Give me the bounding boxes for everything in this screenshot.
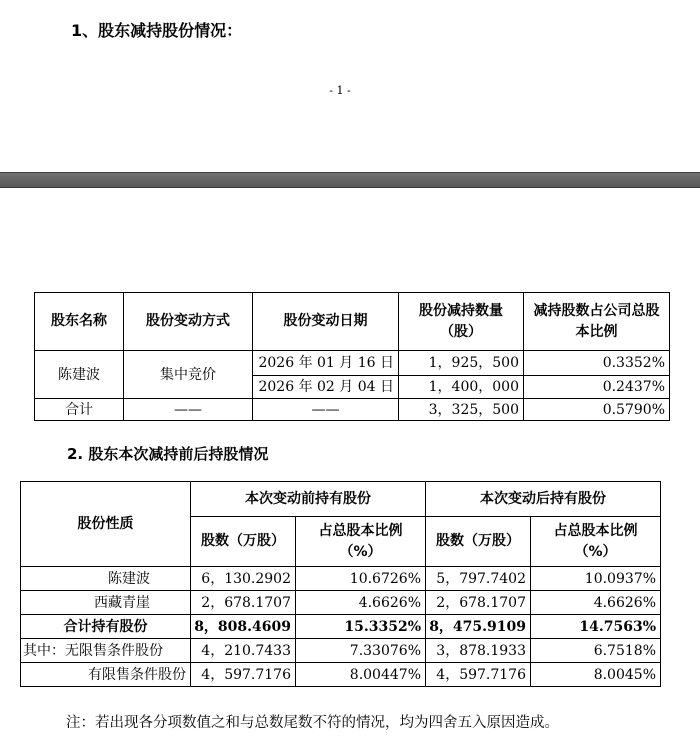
before-shares: 2，678.1707 bbox=[191, 591, 296, 615]
section-2-title: 2. 股东本次减持前后持股情况 bbox=[67, 445, 269, 463]
shareholder-name: 陈建波 bbox=[35, 351, 124, 399]
header-after-shares: 股数（万股） bbox=[426, 517, 531, 567]
footnote: 注：若出现各分项数值之和与总数尾数不符的情况，均为四舍五入原因造成。 bbox=[66, 715, 559, 731]
holding-table bbox=[20, 481, 661, 687]
table-row-total bbox=[21, 615, 661, 639]
header-reduction-pct: 减持股数占公司总股本比例 bbox=[524, 293, 670, 351]
header-share-nature: 股份性质 bbox=[21, 482, 191, 567]
header-change-date: 股份变动日期 bbox=[253, 293, 399, 351]
after-shares: 8，475.9109 bbox=[426, 615, 531, 639]
header-before-shares: 股数（万股） bbox=[191, 517, 296, 567]
page-divider bbox=[0, 172, 700, 188]
after-shares: 2，678.1707 bbox=[426, 591, 531, 615]
after-shares: 5，797.7402 bbox=[426, 567, 531, 591]
header-after-change: 本次变动后持有股份 bbox=[426, 482, 661, 517]
header-before-change: 本次变动前持有股份 bbox=[191, 482, 426, 517]
before-pct: 4.6626% bbox=[296, 591, 426, 615]
row-label: 西藏青崖 bbox=[21, 591, 191, 615]
page-number: - 1 - bbox=[329, 84, 351, 97]
after-shares: 3，878.1933 bbox=[426, 639, 531, 663]
row-label: 陈建波 bbox=[21, 567, 191, 591]
after-pct: 10.0937% bbox=[531, 567, 661, 591]
row-label: 其中：无限售条件股份 bbox=[21, 639, 191, 663]
table-row bbox=[35, 351, 670, 376]
header-shareholder-name: 股东名称 bbox=[35, 293, 124, 351]
row-label: 合计持有股份 bbox=[21, 615, 191, 639]
header-before-pct: 占总股本比例（%） bbox=[296, 517, 426, 567]
change-date: 2026 年 01 月 16 日 bbox=[253, 351, 399, 376]
reduction-qty: 1，400，000 bbox=[399, 376, 524, 399]
reduction-table bbox=[34, 292, 670, 421]
before-pct: 7.33076% bbox=[296, 639, 426, 663]
header-reduction-qty: 股份减持数量（股） bbox=[399, 293, 524, 351]
table-row bbox=[21, 567, 661, 591]
total-label: 合计 bbox=[35, 399, 124, 421]
reduction-pct: 0.2437% bbox=[524, 376, 670, 399]
table-row bbox=[21, 591, 661, 615]
change-method: 集中竞价 bbox=[124, 351, 253, 399]
total-date: —— bbox=[253, 399, 399, 421]
before-shares: 8，808.4609 bbox=[191, 615, 296, 639]
reduction-qty: 1，925，500 bbox=[399, 351, 524, 376]
before-shares: 4，210.7433 bbox=[191, 639, 296, 663]
reduction-pct: 0.3352% bbox=[524, 351, 670, 376]
header-after-pct: 占总股本比例（%） bbox=[531, 517, 661, 567]
before-shares: 6，130.2902 bbox=[191, 567, 296, 591]
row-label: 有限售条件股份 bbox=[21, 663, 191, 687]
total-method: —— bbox=[124, 399, 253, 421]
table-row bbox=[21, 663, 661, 687]
table-row bbox=[21, 639, 661, 663]
after-pct: 4.6626% bbox=[531, 591, 661, 615]
before-shares: 4，597.7176 bbox=[191, 663, 296, 687]
total-qty: 3，325，500 bbox=[399, 399, 524, 421]
change-date: 2026 年 02 月 04 日 bbox=[253, 376, 399, 399]
total-pct: 0.5790% bbox=[524, 399, 670, 421]
after-shares: 4，597.7176 bbox=[426, 663, 531, 687]
before-pct: 10.6726% bbox=[296, 567, 426, 591]
before-pct: 15.3352% bbox=[296, 615, 426, 639]
section-1-title: 1、股东减持股份情况： bbox=[71, 21, 243, 40]
before-pct: 8.00447% bbox=[296, 663, 426, 687]
table-row-total bbox=[35, 399, 670, 421]
after-pct: 6.7518% bbox=[531, 639, 661, 663]
after-pct: 8.0045% bbox=[531, 663, 661, 687]
after-pct: 14.7563% bbox=[531, 615, 661, 639]
header-change-method: 股份变动方式 bbox=[124, 293, 253, 351]
